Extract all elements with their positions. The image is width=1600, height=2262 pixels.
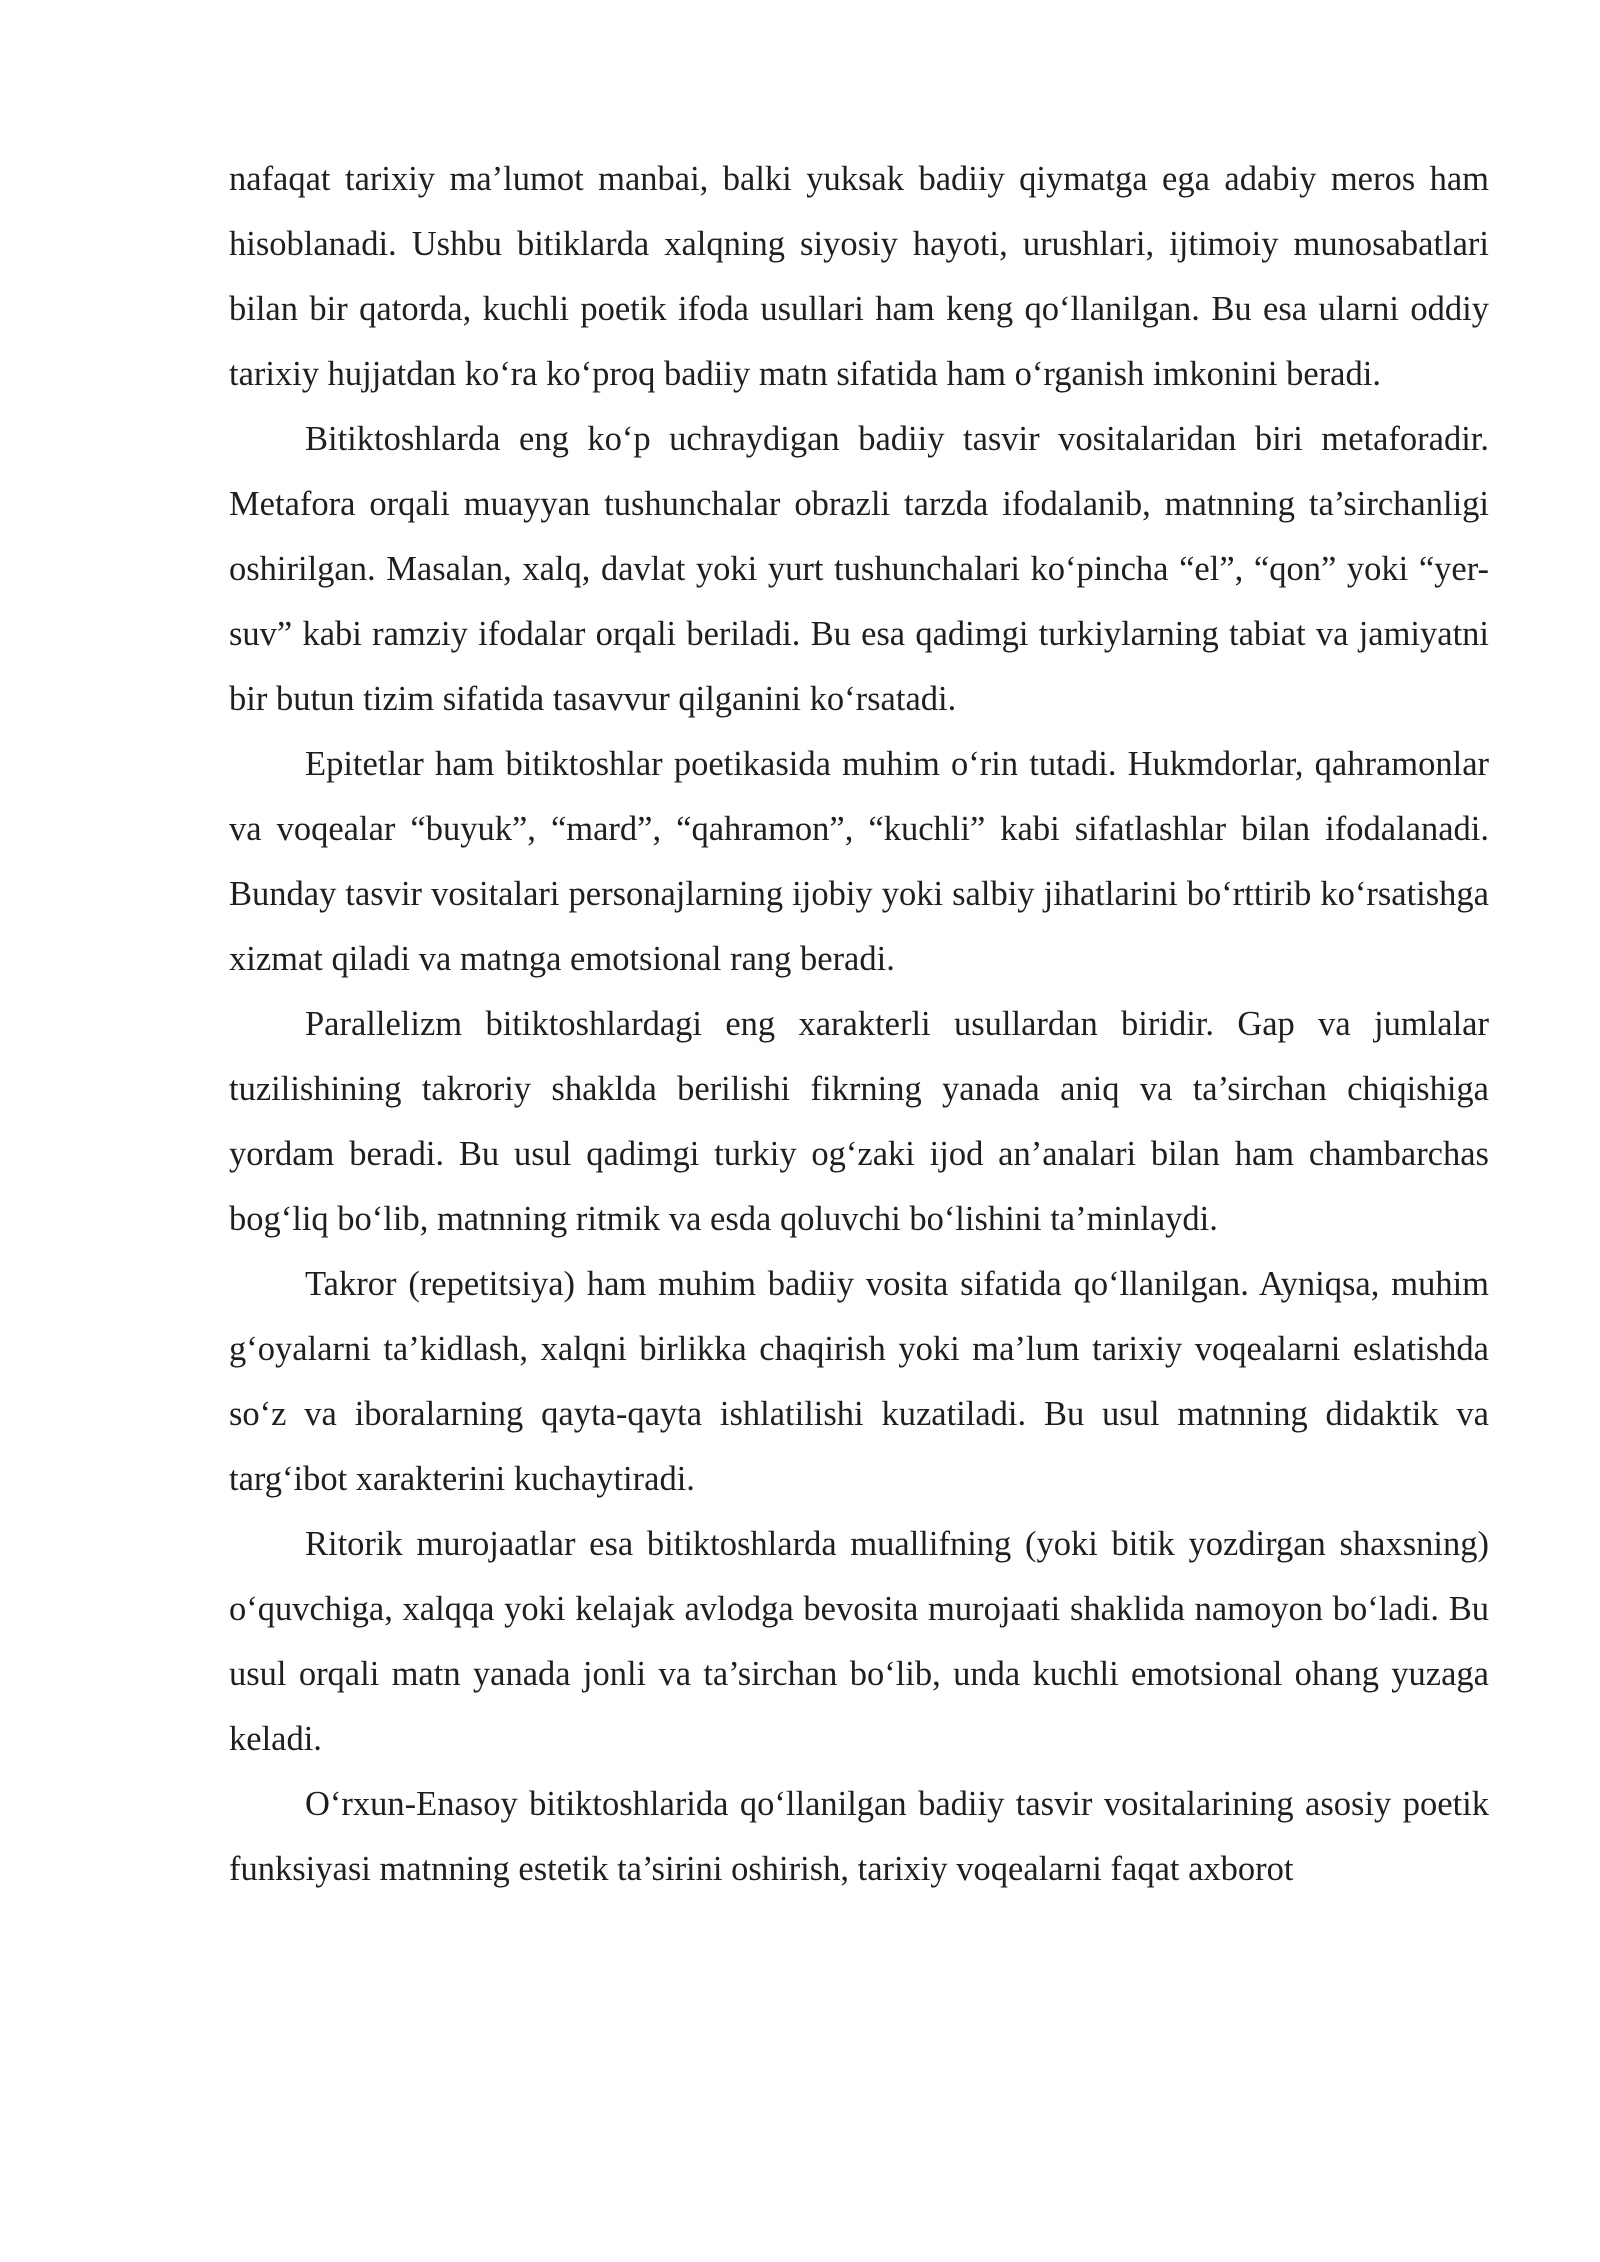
paragraph-parallelism: Parallelizm bitiktoshlardagi eng xarakterli usullardan biridir. Gap va jumlalar tuzilishining takroriy shaklda berilishi fikrning yanada aniq va ta’sirchan chiqishiga yordam beradi. Bu usul qadimgi turkiy og‘zaki ijod an’analari bilan ham chambarchas bog‘liq bo‘lib, matnning ritmik va esda qoluvchi bo‘lishini ta’minlaydi. xyxy=(229,1005,1489,1238)
paragraph-poetic-function: O‘rxun-Enasoy bitiktoshlarida qo‘llanilgan badiiy tasvir vositalarining asosiy poetik funksiyasi matnning estetik ta’sirini oshirish, tarixiy voqealarni faqat axborot xyxy=(229,1785,1489,1888)
paragraph-epithets: Epitetlar ham bitiktoshlar poetikasida muhim o‘rin tutadi. Hukmdorlar, qahramonlar va voqealar “buyuk”, “mard”, “qahramon”, “kuchli” kabi sifatlashlar bilan ifodalanadi. Bunday tasvir vositalari personajlarning ijobiy yoki salbiy jihatlarini bo‘rttirib ko‘rsatishga xizmat qiladi va matnga emotsional rang beradi. xyxy=(229,745,1489,978)
paragraph-repetition: Takror (repetitsiya) ham muhim badiiy vosita sifatida qo‘llanilgan. Ayniqsa, muhim g‘oyalarni ta’kidlash, xalqni birlikka chaqirish yoki ma’lum tarixiy voqealarni eslatishda so‘z va iboralarning qayta-qayta ishlatilishi kuzatiladi. Bu usul matnning didaktik va targ‘ibot xarakterini kuchaytiradi. xyxy=(229,1265,1489,1498)
paragraph-rhetorical-address: Ritorik murojaatlar esa bitiktoshlarda muallifning (yoki bitik yozdirgan shaxsning) o‘quvchiga, xalqqa yoki kelajak avlodga bevosita murojaati shaklida namoyon bo‘ladi. Bu usul orqali matn yanada jonli va ta’sirchan bo‘lib, unda kuchli emotsional ohang yuzaga keladi. xyxy=(229,1525,1489,1758)
paragraph-metaphor: Bitiktoshlarda eng ko‘p uchraydigan badiiy tasvir vositalaridan biri metaforadir. Metafora orqali muayyan tushunchalar obrazli tarzda ifodalanib, matnning ta’sirchanligi oshirilgan. Masalan, xalq, davlat yoki yurt tushunchalari ko‘pincha “el”, “qon” yoki “yer-suv” kabi ramziy ifodalar orqali beriladi. Bu esa qadimgi turkiylarning tabiat va jamiyatni bir butun tizim sifatida tasavvur qilganini ko‘rsatadi. xyxy=(229,420,1489,718)
document-body xyxy=(229,147,1489,1902)
paragraph-continuation: nafaqat tarixiy ma’lumot manbai, balki yuksak badiiy qiymatga ega adabiy meros ham hisoblanadi. Ushbu bitiklarda xalqning siyosiy hayoti, urushlari, ijtimoiy munosabatlari bilan bir qatorda, kuchli poetik ifoda usullari ham keng qo‘llanilgan. Bu esa ularni oddiy tarixiy hujjatdan ko‘ra ko‘proq badiiy matn sifatida ham o‘rganish imkonini beradi. xyxy=(229,160,1489,393)
